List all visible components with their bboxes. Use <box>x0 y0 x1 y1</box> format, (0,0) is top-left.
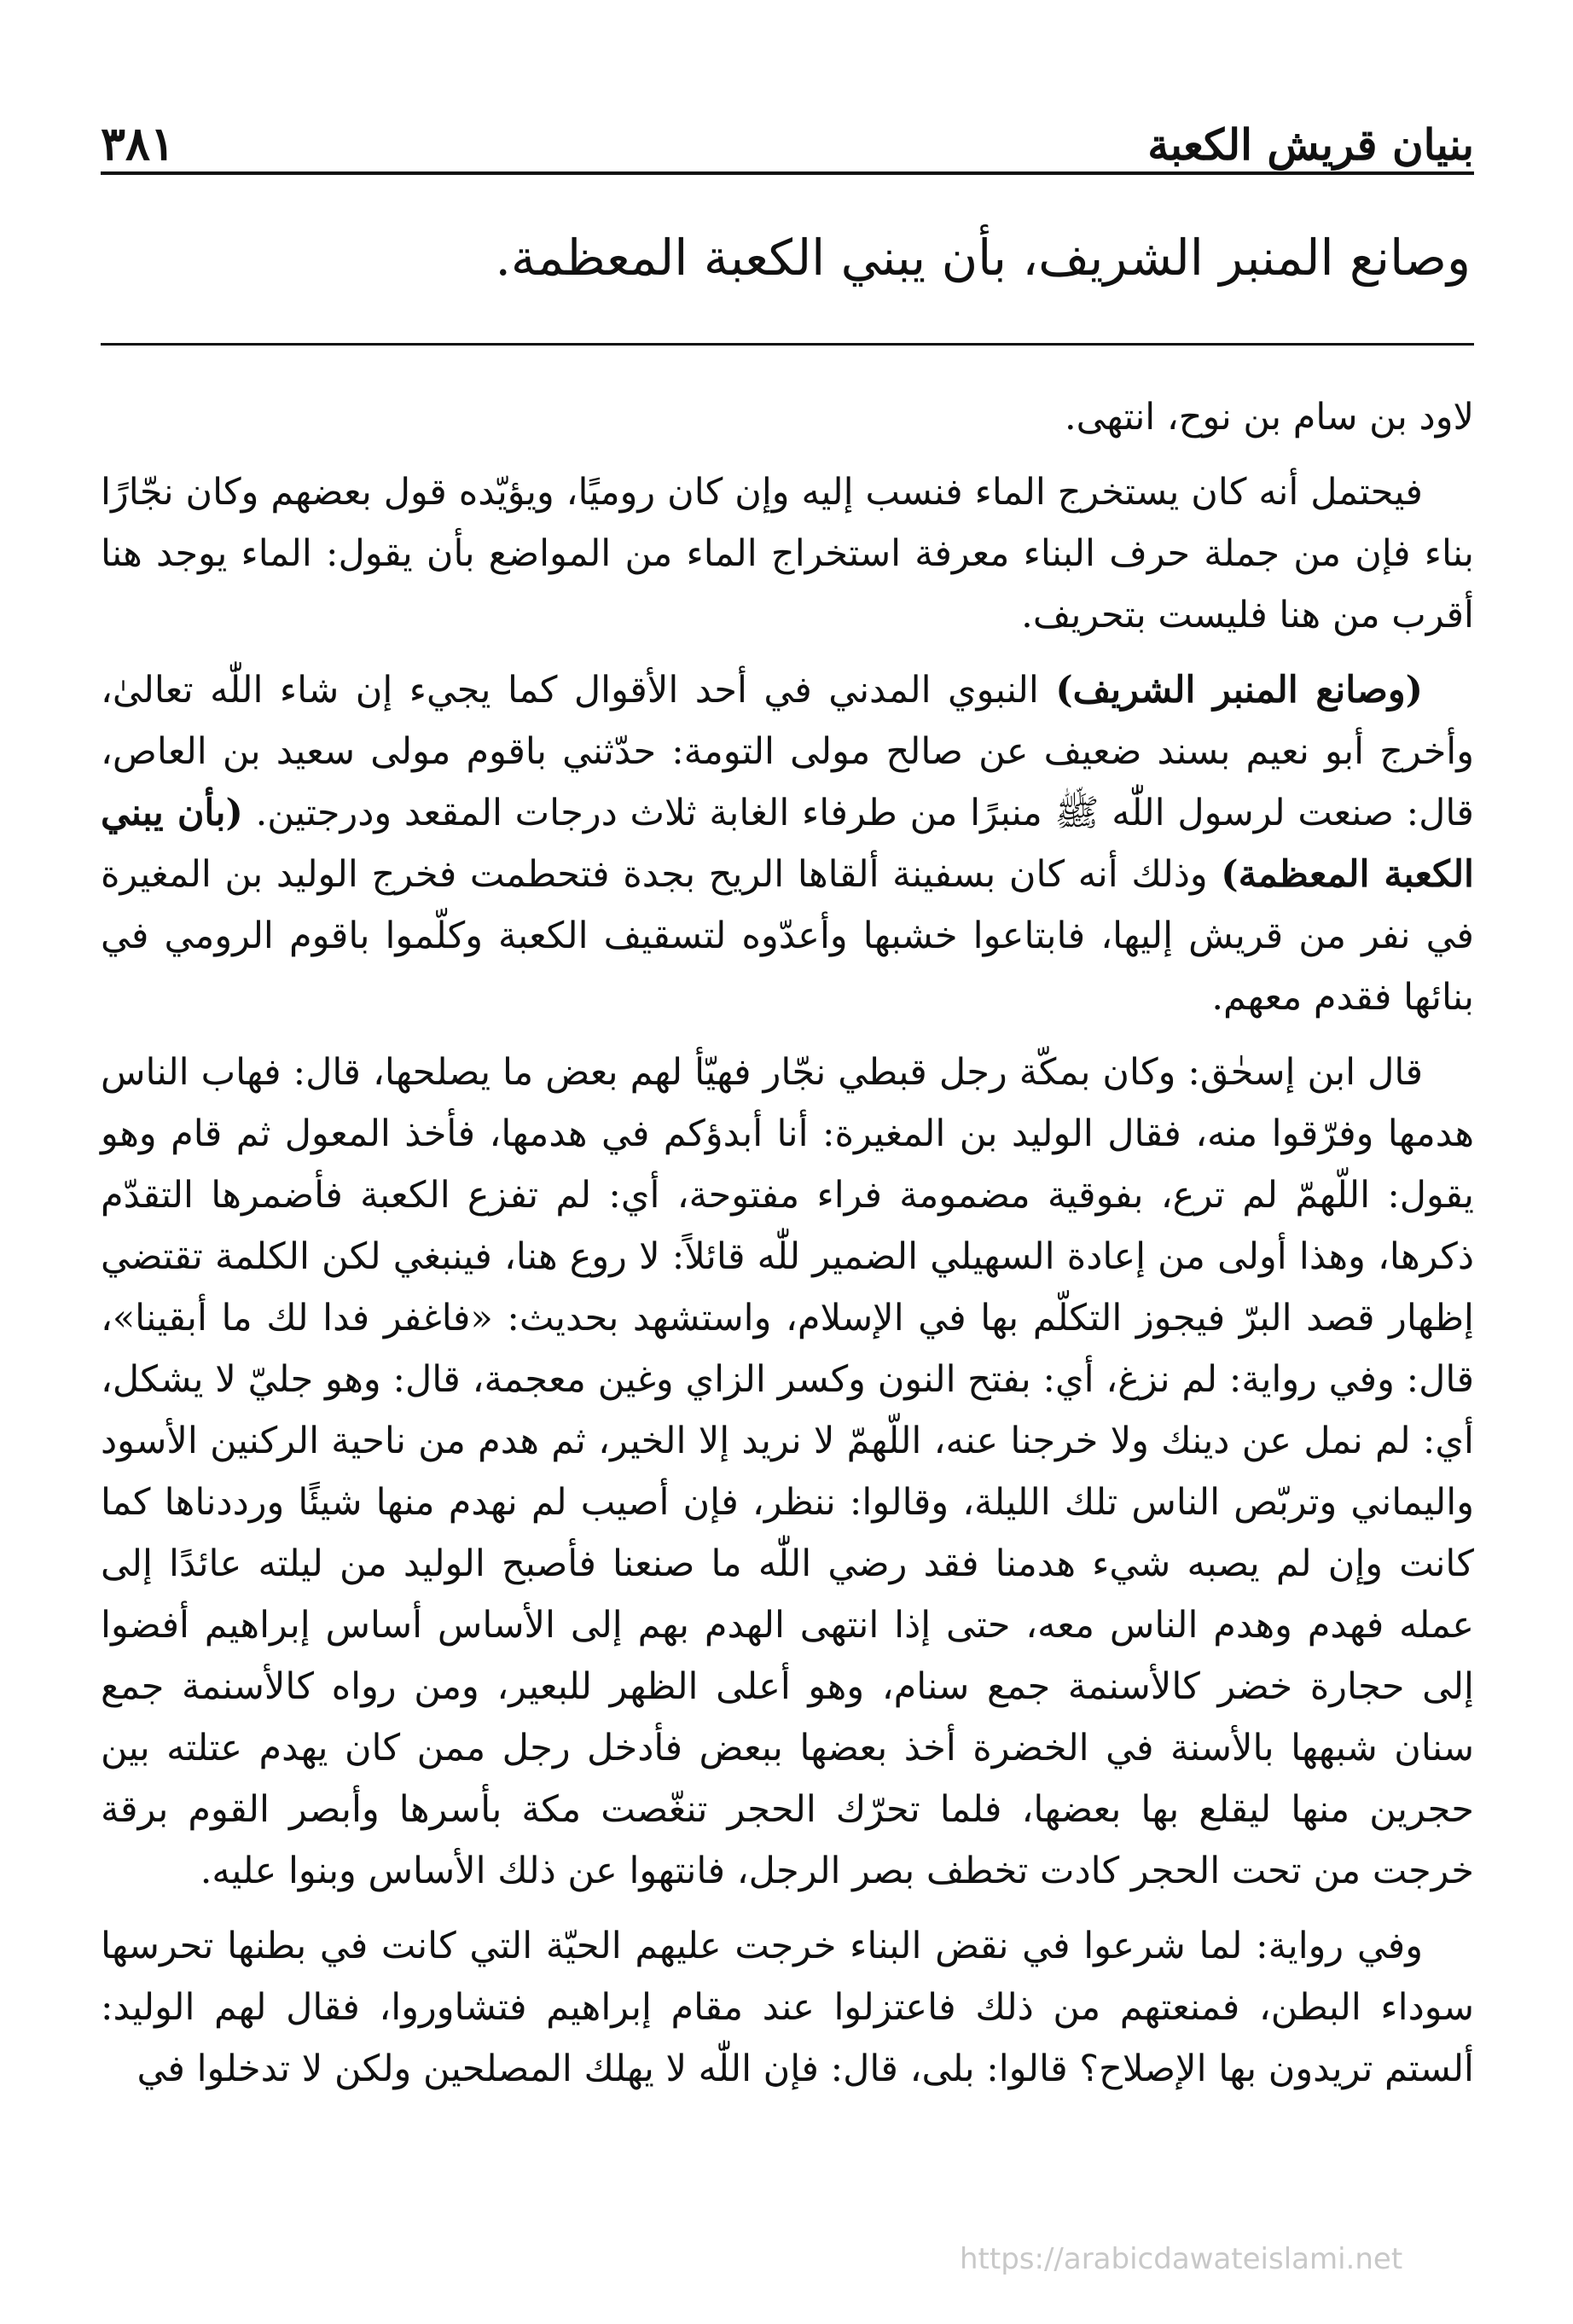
commentary-paragraph: وفي رواية: لما شرعوا في نقض البناء خرجت عليهم الحيّة التي كانت في بطنها تحرسها سوداء البطن، فمنعتهم من ذلك فاعتزلوا عند مقام إبراهيم فتشاوروا، فقال لهم الوليد: ألستم تريدون بها الإصلاح؟ قالوا: بلى، قال: فإن اللّٰه لا يهلك المصلحين ولكن لا تدخلوا في <box>101 1925 1474 2091</box>
watermark-url: https://arabicdawateislami.net <box>960 2242 1403 2276</box>
running-title: بنيان قريش الكعبة <box>1147 119 1474 170</box>
commentary-paragraph: فيحتمل أنه كان يستخرج الماء فنسب إليه وإن كان روميًا، ويؤيّده قول بعضهم وكان نجّارًا بناء فإن من جملة حرف البناء معرفة استخراج الماء من المواضع بأن يقول: الماء يوجد هنا أقرب من هنا فليست بتحريف. <box>101 471 1474 637</box>
running-header <box>101 81 1474 175</box>
commentary-paragraph: قال ابن إسحٰق: وكان بمكّة رجل قبطي نجّار فهيّأ لهم بعض ما يصلحها، قال: فهاب الناس هدمها وفرّقوا منه، فقال الوليد بن المغيرة: أنا أبدؤكم في هدمها، فأخذ المعول ثم قام وهو يقول: اللّهمّ لم ترع، بفوقية مضمومة فراء مفتوحة، أي: لم تفزع الكعبة فأضمرها التقدّم ذكرها، وهذا أولى من إعادة السهيلي الضمير للّٰه قائلاً: لا روع هنا، فينبغي لكن الكلمة تقتضي إظهار قصد البرّ فيجوز التكلّم بها في الإسلام، واستشهد بحديث: «فاغفر فدا لك ما أبقينا»، قال: وفي رواية: لم نزغ، أي: بفتح النون وكسر الزاي وغين معجمة، قال: وهو جليّ لا يشكل، أي: لم نمل عن دينك ولا خرجنا عنه، اللّهمّ لا نريد إلا الخير، ثم هدم من ناحية الركنين الأسود واليماني وتربّص الناس تلك الليلة، وقالوا: ننظر، فإن أصيب لم نهدم منها شيئًا ورددناها كما كانت وإن لم يصبه شيء هدمنا فقد رضي اللّٰه ما صنعنا فأصبح الوليد من ليلته عائدًا إلى عمله فهدم وهدم الناس معه، حتى إذا انتهى الهدم بهم إلى الأساس أساس إبراهيم أفضوا إلى حجارة خضر كالأسنمة جمع سنام، وهو أعلى الظهر للبعير، ومن رواه كالأسنمة جمع سنان شبهها بالأسنة في الخضرة أخذ بعضها ببعض فأدخل رجل ممن كان يهدم عتلته بين حجرين منها ليقلع بها بعضها، فلما تحرّك الحجر تنغّصت مكة بأسرها وأبصر القوم برقة خرجت من تحت الحجر كادت تخطف بصر الرجل، فانتهوا عن ذلك الأساس وبنوا عليه. <box>101 1051 1474 1893</box>
separator-line <box>101 343 1474 346</box>
matn-text: وصانع المنبر الشريف، بأن يبني الكعبة المعظمة. <box>495 229 1471 287</box>
page <box>101 81 1474 2113</box>
commentary-paragraph: لاود بن سام بن نوح، انتهى. <box>1065 396 1474 439</box>
commentary <box>101 386 1474 2100</box>
commentary-paragraph <box>101 659 1474 1028</box>
page-number: ٣٨١ <box>101 116 176 171</box>
lemma-quote: (بأن يبني الكعبة المعظمة) <box>101 792 1474 897</box>
lemma-quote: (وصانع المنبر الشريف) <box>1055 669 1423 712</box>
commentary-text: وذلك أنه كان بسفينة ألقاها الريح بجدة فتحطمت فخرج الوليد بن المغيرة في نفر من قريش إليها، فابتاعوا خشبها وأعدّوه لتسقيف الكعبة وكلّموا باقوم الرومي في بنائها فقدم معهم. <box>101 853 1474 1020</box>
commentary-text: النبوي المدني في أحد الأقوال كما يجيء إن شاء اللّٰه تعالىٰ، وأخرج أبو نعيم بسند ضعيف عن صالح مولى التومة: حدّثني باقوم مولى سعيد بن العاص، قال: صنعت لرسول اللّٰه ﷺ منبرًا من طرفاء الغابة ثلاث درجات المقعد ودرجتين. <box>101 669 1474 835</box>
